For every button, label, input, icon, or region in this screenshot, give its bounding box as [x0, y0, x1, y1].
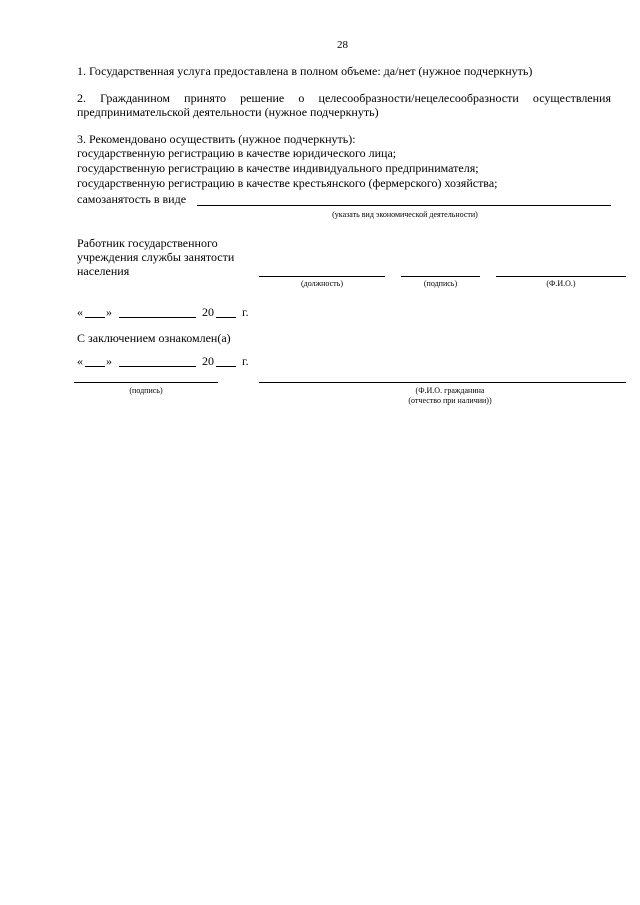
item-3-option-individual-entrepreneur: государственную регистрацию в качестве индивидуального предпринимателя; — [77, 161, 479, 175]
self-employment-fill-line[interactable] — [197, 205, 611, 206]
date2-month-line[interactable] — [119, 366, 196, 367]
worker-label-line1: Работник государственного — [77, 236, 218, 250]
item-3-option-legal-entity: государственную регистрацию в качестве юридического лица; — [77, 146, 397, 160]
citizen-signature-caption: (подпись) — [129, 386, 163, 395]
worker-signature-line[interactable] — [401, 276, 480, 277]
item-3-title: 3. Рекомендовано осуществить (нужное подчеркнуть): — [77, 132, 356, 146]
date1-year-prefix: 20 — [202, 305, 214, 319]
date1-year-suffix: г. — [242, 305, 249, 319]
worker-label-line2: учреждения службы занятости — [77, 250, 235, 264]
item-3-option-farm: государственную регистрацию в качестве крестьянского (фермерского) хозяйства; — [77, 176, 498, 190]
acquainted-label: С заключением ознакомлен(а) — [77, 331, 231, 345]
date2-day-line[interactable] — [85, 366, 105, 367]
date1-open-quote: « — [77, 305, 83, 319]
date1-day-line[interactable] — [85, 317, 105, 318]
item-3-self-employment-label: самозанятость в виде — [77, 192, 187, 206]
date2-year-line[interactable] — [216, 366, 236, 367]
item-2-decision-line2: предпринимательской деятельности (нужное подчеркнуть) — [77, 105, 379, 119]
date2-day-close: » — [106, 354, 112, 368]
worker-position-caption: (должность) — [301, 279, 343, 288]
self-employment-hint: (указать вид экономической деятельности) — [332, 210, 478, 219]
date2-year-prefix: 20 — [202, 354, 214, 368]
date2-open-quote: « — [77, 354, 83, 368]
date1-year-line[interactable] — [216, 317, 236, 318]
citizen-signature-line[interactable] — [74, 382, 218, 383]
worker-fio-caption: (Ф.И.О.) — [546, 279, 576, 288]
citizen-fio-line[interactable] — [259, 382, 626, 383]
item-2-decision-line1: 2. Гражданином принято решение о целесообразности/нецелесообразности осуществления — [77, 91, 611, 105]
citizen-fio-caption-line2: (отчество при наличии)) — [408, 396, 492, 405]
date2-year-suffix: г. — [242, 354, 249, 368]
date1-day-close: » — [106, 305, 112, 319]
page-number: 28 — [337, 39, 348, 51]
date1-month-line[interactable] — [119, 317, 196, 318]
item-1-service-provided: 1. Государственная услуга предоставлена в полном объеме: да/нет (нужное подчеркнуть) — [77, 64, 533, 78]
worker-position-line[interactable] — [259, 276, 385, 277]
worker-fio-line[interactable] — [496, 276, 626, 277]
worker-label-line3: населения — [77, 264, 130, 278]
worker-signature-caption: (подпись) — [423, 279, 458, 288]
citizen-fio-caption-line1: (Ф.И.О. гражданина — [415, 386, 485, 395]
